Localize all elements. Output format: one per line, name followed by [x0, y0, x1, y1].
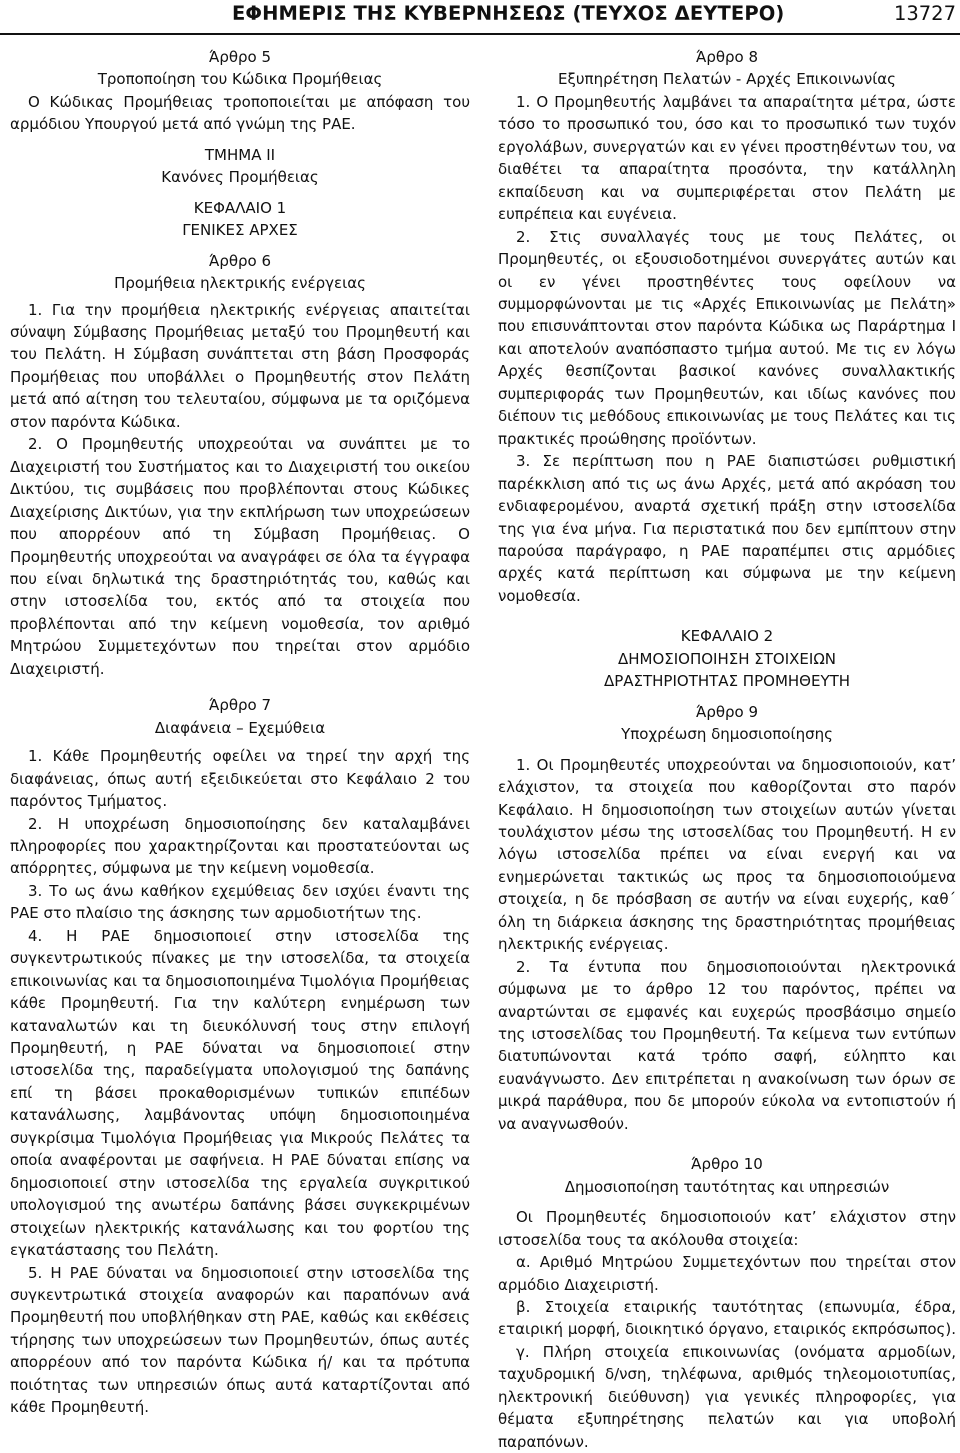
article-10-title: Άρθρο 10	[691, 1155, 763, 1174]
article-10-item-b: β. Στοιχεία εταιρικής ταυτότητας (επωνυμία, έδρα, εταιρική μορφή, διοικητικό όργανο, εταιρικός εκπρόσωπος).	[498, 1298, 956, 1339]
page-number: 13727	[893, 2, 956, 25]
section-title: ΤΜΗΜΑ ΙΙ	[204, 145, 276, 164]
article-9-paragraph-2: 2. Τα έντυπα που δημοσιοποιούνται ηλεκτρονικά σύμφωνα με το άρθρο 12 του παρόντος, πρέπει να αναρτώνται σε εμφανές και ευχερώς προσβάσιμο σημείο της ιστοσελίδας του Προμηθευτή. Τα κείμενα των εντύπων διατυπώνονται κατά τρόπο σαφή, εύληπτο και ευανάγνωστο. Δεν επιτρέπεται η ανακοίνωση των όρων σε μικρά παράθυρα, που δε μπορούν εύκολα να εντοπιστούν ή να αναγνωσθούν.	[498, 957, 956, 1133]
right-column	[498, 40, 956, 1453]
article-10-intro: Οι Προμηθευτές δημοσιοποιούν κατ’ ελάχιστον στην ιστοσελίδα τους τα ακόλουθα στοιχεία:	[498, 1208, 956, 1249]
article-8-paragraph-3: 3. Σε περίπτωση που η ΡΑΕ διαπιστώσει ρυθμιστική παρέκκλιση από τις ως άνω Αρχές, μετά από ακρόαση του ενδιαφερομένου, αναρτά σχετική πράξη στην ιστοσελίδα της για ένα μήνα. Για περιστατικά που δεν εμπίπτουν στην παρούσα παράγραφο, η ΡΑΕ παραπέμπει στις αρμόδιες αρχές κατά περίπτωση και σύμφωνα με την κείμενη νομοθεσία.	[498, 452, 956, 605]
header-rule	[0, 33, 960, 35]
article-9-paragraph-1: 1. Οι Προμηθευτές υποχρεούνται να δημοσιοποιούν, κατ’ ελάχιστον, τα στοιχεία που καθορίζονται στο παρόν Κεφάλαιο. Η δημοσιοποίηση των στοιχείων αυτών γίνεται τουλάχιστον μέσω της ιστοσελίδας του Προμηθευτή. Η εν λόγω ιστοσελίδα πρέπει να είναι ενεργή και να ενημερώνεται τακτικώς ως προς τα δημοσιοποιούμενα στοιχεία, η δε πρόσβαση σε αυτήν να είναι ευχερής, καθ΄ όλη τη διάρκεια άσκησης της δραστηριότητας προμήθειας ηλεκτρικής ενέργειας.	[498, 755, 956, 954]
article-10-subtitle: Δημοσιοποίηση ταυτότητας και υπηρεσιών	[564, 1177, 890, 1196]
chapter-2-title: ΚΕΦΑΛΑΙΟ 2	[680, 627, 774, 646]
chapter-1-title: ΚΕΦΑΛΑΙΟ 1	[193, 198, 287, 217]
article-8-subtitle: Εξυπηρέτηση Πελατών - Αρχές Επικοινωνίας	[558, 70, 896, 89]
gazette-title: ΕΦΗΜΕΡΙΣ ΤΗΣ ΚΥΒΕΡΝΗΣΕΩΣ (ΤΕΥΧΟΣ ΔΕΥΤΕΡΟ)	[232, 2, 785, 25]
article-8-paragraph-2: 2. Στις συναλλαγές τους με τους Πελάτες, οι Προμηθευτές, οι εξουσιοδοτημένοι συνεργάτες αυτών και οι εν γένει προστηθέντες τους οφείλουν να συμμορφώνονται με τις «Αρχές Επικοινωνίας με Πελάτη» που επισυνάπτονται στον παρόντα Κώδικα ως Παράρτημα Ι και αποτελούν αναπόσπαστο τμήμα αυτού. Με τις εν λόγω Αρχές θεσπίζονται βασικοί κανόνες συναλλακτικής συμπεριφοράς των Προμηθευτών, και ιδίως κανόνες που διέπουν τις μεθόδους επικοινωνίας με τους Πελάτες και τις πρακτικές προώθησης προϊόντων.	[498, 227, 956, 448]
article-6-subtitle: Προμήθεια ηλεκτρικής ενέργειας	[114, 274, 366, 293]
article-5-subtitle: Τροποποίηση του Κώδικα Προμήθειας	[97, 70, 383, 89]
chapter-2-subtitle-1: ΔΗΜΟΣΙΟΠΟΙΗΣΗ ΣΤΟΙΧΕΙΩΝ	[617, 649, 837, 668]
chapter-2-subtitle-2: ΔΡΑΣΤΗΡΙΟΤΗΤΑΣ ΠΡΟΜΗΘΕΥΤΗ	[603, 672, 851, 691]
article-10-item-c: γ. Πλήρη στοιχεία επικοινωνίας (ονόματα αρμοδίων, ταχυδρομική δ/νση, τηλέφωνα, αριθμός τηλεομοιοτυπίας, ηλεκτρονική διεύθυνση) για γενικές πληροφορίες, για θέματα εξυπηρέτησης πελατών και για υποβολή παραπόνων.	[498, 1342, 956, 1451]
article-6-paragraph-2: 2. Ο Προμηθευτής υποχρεούται να συνάπτει με το Διαχειριστή του Συστήματος και το Διαχειριστή του οικείου Δικτύου, τις συμβάσεις που προβλέπονται στους Κώδικες Διαχείρισης Δικτύων, για την εκπλήρωση των υποχρεώσεων που απορρέουν από τη Σύμβαση Προμήθειας. Ο Προμηθευτής υποχρεούται να αναγράφει σε όλα τα έγγραφα που είναι δηλωτικά της δραστηριότητάς του, καθώς και στην ιστοσελίδα του, εκτός από τα στοιχεία που προβλέπονται από την κείμενη νομοθεσία, τον αριθμό Μητρώου Συμμετεχόντων που τηρείται στον αρμόδιο Διαχειριστή.	[10, 435, 470, 678]
article-8-title: Άρθρο 8	[695, 48, 759, 66]
article-5-paragraph-1: Ο Κώδικας Προμήθειας τροποποιείται με απόφαση του αρμόδιου Υπουργού μετά από γνώμη της ΡΑΕ.	[10, 92, 470, 134]
article-7-paragraph-5: 5. Η ΡΑΕ δύναται να δημοσιοποιεί στην ιστοσελίδα της συγκεντρωτικά στοιχεία αναφορών και παραπόνων ανά Προμηθευτή που υποβλήθηκαν στη ΡΑΕ, καθώς και εκθέσεις τήρησης των υποχρεώσεων των Προμηθευτών, όπως αυτές απορρέουν από τον παρόντα Κώδικα ή/ και τα πρότυπα ποιότητας των υπηρεσιών όπως αυτά καταρτίζονται από κάθε Προμηθευτή.	[10, 1263, 470, 1417]
article-7-paragraph-3: 3. Το ως άνω καθήκον εχεμύθειας δεν ισχύει έναντι της ΡΑΕ στο πλαίσιο της άσκησης των αρμοδιοτήτων της.	[10, 881, 470, 923]
left-column	[10, 40, 470, 1419]
article-7-subtitle: Διαφάνεια – Εχεμύθεια	[154, 718, 326, 737]
page-header	[0, 0, 960, 40]
article-7-paragraph-4: 4. Η ΡΑΕ δημοσιοποιεί στην ιστοσελίδα της συγκεντρωτικούς πίνακες με την ιστοσελίδα, τα στοιχεία επικοινωνίας και τα δημοσιοποιημένα Τιμολόγια Προμήθειας κάθε Προμηθευτή. Για την καλύτερη ενημέρωση των καταναλωτών και τη διευκόλυνσή τους στην επιλογή Προμηθευτή, η ΡΑΕ δύναται να δημοσιοποιεί στην ιστοσελίδα της, παραδείγματα υπολογισμού της δαπάνης επί τη βάσει προκαθορισμένων τυπικών επιπέδων κατανάλωσης, λαμβάνοντας υπόψη δημοσιοποιημένα συγκρίσιμα Τιμολόγια Προμήθειας για Μικρούς Πελάτες τα οποία αναφέρονται με σαφήνεια. Η ΡΑΕ δύναται επίσης να δημοσιοποιεί στην ιστοσελίδα της εργαλεία συγκριτικού υπολογισμού της ανωτέρω δαπάνης βάσει συγκεκριμένων στοιχείων ηλεκτρικής κατανάλωσης και του φορτίου της εγκατάστασης του Πελάτη.	[10, 926, 470, 1260]
article-9-subtitle: Υποχρέωση δημοσιοποίησης	[621, 725, 833, 744]
article-8-paragraph-1: 1. Ο Προμηθευτής λαμβάνει τα απαραίτητα μέτρα, ώστε τόσο το προσωπικό του, όσο και το προσωπικό των τυχόν εργολάβων, συνεργατών και εν γένει προστηθέντων του, να διαθέτει τα απαραίτητα προσόντα, την κατάλληλη εκπαίδευση και να συμπεριφέρεται στον Πελάτη με ευπρέπεια και ευγένεια.	[498, 92, 956, 224]
article-10-item-a: α. Αριθμό Μητρώου Συμμετεχόντων που τηρείται στον αρμόδιο Διαχειριστή.	[498, 1253, 956, 1294]
article-5-title: Άρθρο 5	[208, 48, 272, 66]
article-7-paragraph-1: 1. Κάθε Προμηθευτής οφείλει να τηρεί την αρχή της διαφάνειας, όπως αυτή εξειδικεύεται στο Κεφάλαιο 2 του παρόντος Τμήματος.	[10, 747, 470, 811]
article-6-title: Άρθρο 6	[208, 251, 272, 270]
article-6-paragraph-1: 1. Για την προμήθεια ηλεκτρικής ενέργειας απαιτείται σύναψη Σύμβασης Προμήθειας μεταξύ του Προμηθευτή και του Πελάτη. Η Σύμβαση συνάπτεται στη βάση Προσφοράς Προμήθειας που υποβάλλει ο Προμηθευτής στον Πελάτη μετά από αίτηση του τελευταίου, σύμφωνα με τα οριζόμενα στον παρόντα Κώδικα.	[10, 300, 470, 431]
section-subtitle: Κανόνες Προμήθειας	[161, 168, 319, 187]
chapter-1-subtitle: ΓΕΝΙΚΕΣ ΑΡΧΕΣ	[182, 221, 298, 240]
article-7-paragraph-2: 2. Η υποχρέωση δημοσιοποίησης δεν καταλαμβάνει πληροφορίες που χαρακτηρίζονται και προστατεύονται ως απόρρητες, σύμφωνα με την κείμενη νομοθεσία.	[10, 814, 470, 878]
article-7-title: Άρθρο 7	[208, 696, 272, 715]
article-9-title: Άρθρο 9	[695, 702, 759, 721]
